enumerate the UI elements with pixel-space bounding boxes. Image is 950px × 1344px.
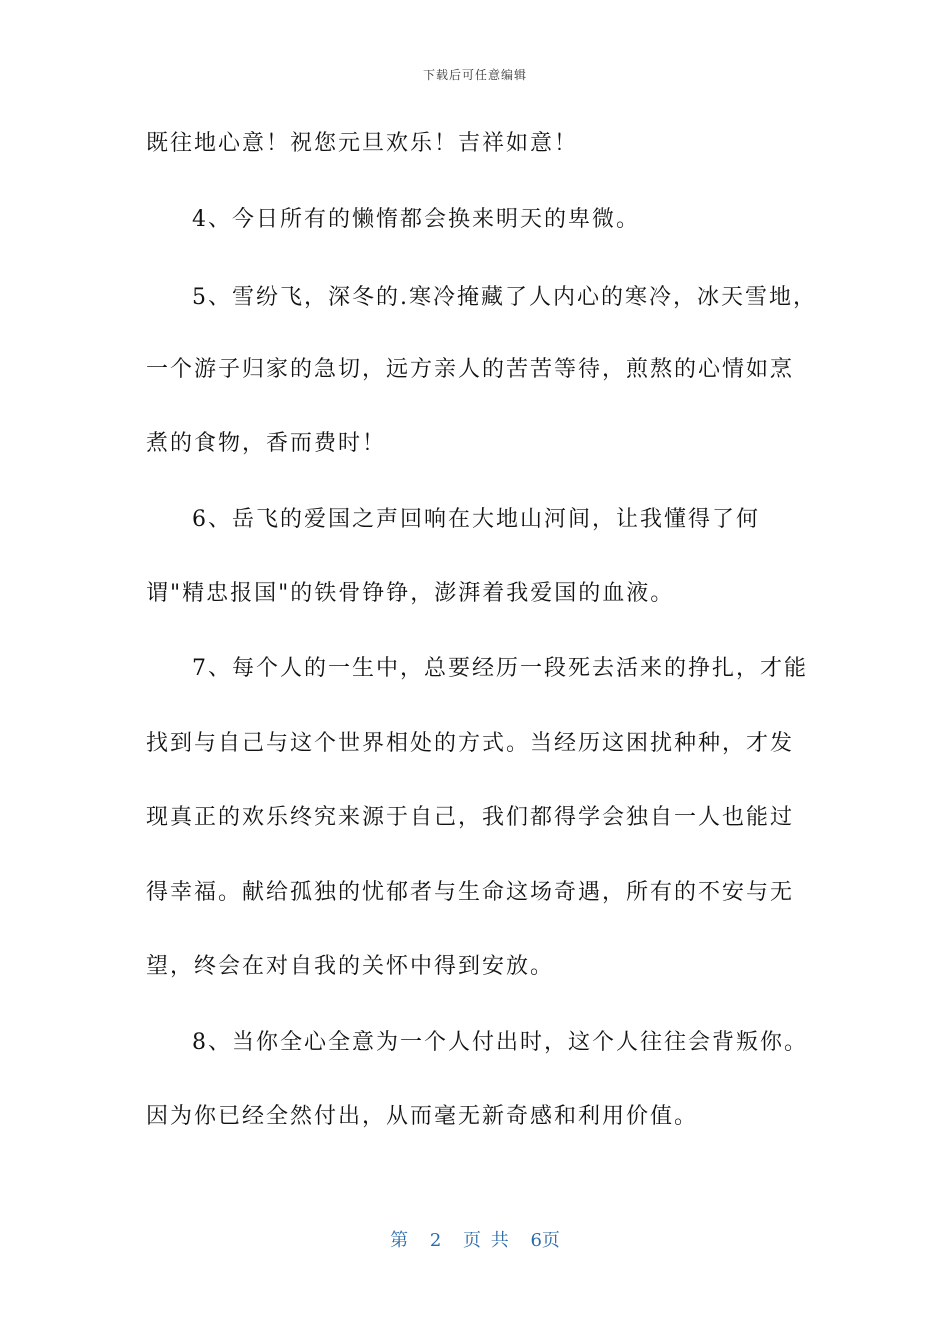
text-line: 谓"精忠报国"的铁骨铮铮，澎湃着我爱国的血液。: [146, 581, 675, 606]
footer-total-pages: 6页: [530, 1230, 560, 1251]
text-line: 得幸福。献给孤独的忧郁者与生命这场奇遇，所有的不安与无: [146, 880, 795, 905]
text-line: 4、今日所有的懒惰都会换来明天的卑微。: [192, 207, 640, 232]
text-line: 5、雪纷飞，深冬的.寒冷掩藏了人内心的寒冷，冰天雪地，: [192, 285, 817, 310]
text-line: 望，终会在对自我的关怀中得到安放。: [146, 954, 555, 979]
text-line: 因为你已经全然付出，从而毫无新奇感和利用价值。: [146, 1104, 699, 1129]
page-header: 下载后可任意编辑: [422, 68, 527, 82]
footer-of-label: 页 共: [463, 1230, 509, 1251]
footer-page-label: 第: [390, 1230, 409, 1251]
footer-current-page: 2: [429, 1230, 442, 1251]
text-line: 7、每个人的一生中，总要经历一段死去活来的挣扎，才能: [192, 656, 808, 681]
text-line: 6、岳飞的爱国之声回响在大地山河间，让我懂得了何: [192, 507, 760, 532]
text-line: 既往地心意！祝您元旦欢乐！吉祥如意！: [146, 131, 579, 156]
text-line: 8、当你全心全意为一个人付出时，这个人往往会背叛你。: [192, 1030, 808, 1055]
text-line: 一个游子归家的急切，远方亲人的苦苦等待，煎熬的心情如烹: [146, 357, 795, 382]
page-footer: [0, 1226, 950, 1252]
text-line: 现真正的欢乐终究来源于自己，我们都得学会独自一人也能过: [146, 805, 795, 830]
text-line: 煮的食物，香而费时！: [146, 431, 387, 456]
text-line: 找到与自己与这个世界相处的方式。当经历这困扰种种，才发: [146, 731, 795, 756]
